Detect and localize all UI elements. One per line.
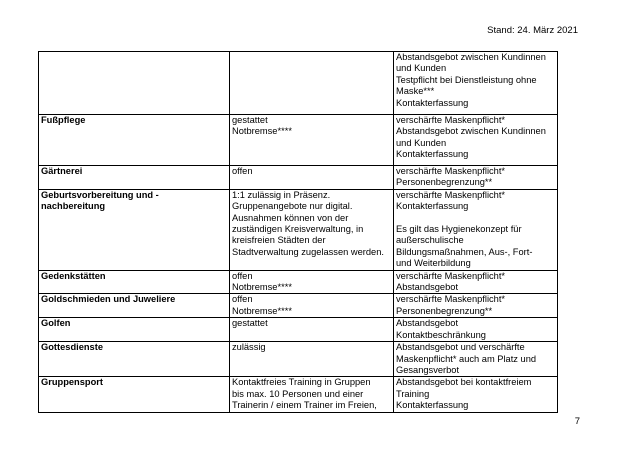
rules-cell: Abstandsgebot Kontaktbeschränkung (394, 318, 558, 342)
rules-cell: verschärfte Maskenpflicht* Abstandsgebot zwischen Kundinnen und Kunden Kontakterfassung (394, 115, 558, 166)
activity-cell: Fußpflege (39, 115, 230, 166)
document-date-stamp: Stand: 24. März 2021 (487, 25, 578, 36)
status-cell: zulässig (230, 342, 394, 377)
status-cell: offen Notbremse**** (230, 270, 394, 294)
activity-cell: Geburtsvorbereitung und - nachbereitung (39, 189, 230, 270)
table-row (39, 115, 558, 166)
activity-cell (39, 52, 230, 115)
table-row (39, 189, 558, 270)
activity-cell: Gottesdienste (39, 342, 230, 377)
rules-cell: Abstandsgebot bei kontaktfreiem Training Kontakterfassung (394, 377, 558, 412)
rules-cell: verschärfte Maskenpflicht* Personenbegrenzung** (394, 166, 558, 190)
status-cell: offen (230, 166, 394, 190)
table-row (39, 52, 558, 115)
rules-cell: verschärfte Maskenpflicht* Personenbegrenzung** (394, 294, 558, 318)
rules-cell: verschärfte Maskenpflicht* Kontakterfassung Es gilt das Hygienekonzept für außerschulische Bildungsmaßnahmen, Aus-, Fort- und Weiterbildung (394, 189, 558, 270)
status-cell: Kontaktfreies Training in Gruppen bis max. 10 Personen und einer Trainerin / einem Trainer im Freien, (230, 377, 394, 412)
table-row (39, 166, 558, 190)
rules-cell: Abstandsgebot zwischen Kundinnen und Kunden Testpflicht bei Dienstleistung ohne Maske*** Kontakterfassung (394, 52, 558, 115)
activity-cell: Gruppensport (39, 377, 230, 412)
table-row (39, 318, 558, 342)
status-cell (230, 52, 394, 115)
activity-cell: Gedenkstätten (39, 270, 230, 294)
rules-cell: verschärfte Maskenpflicht* Abstandsgebot (394, 270, 558, 294)
status-cell: offen Notbremse**** (230, 294, 394, 318)
rules-cell: Abstandsgebot und verschärfte Maskenpflicht* auch am Platz und Gesangsverbot (394, 342, 558, 377)
status-cell: gestattet Notbremse**** (230, 115, 394, 166)
activity-cell: Goldschmieden und Juweliere (39, 294, 230, 318)
status-cell: 1:1 zulässig in Präsenz. Gruppenangebote nur digital. Ausnahmen können von der zuständigen Kreisverwaltung, in kreisfreien Städten der Stadtverwaltung zugelassen werden. (230, 189, 394, 270)
regulations-table (38, 51, 558, 413)
table-row (39, 342, 558, 377)
table-row (39, 294, 558, 318)
page-number: 7 (574, 416, 580, 427)
table-row (39, 377, 558, 412)
status-cell: gestattet (230, 318, 394, 342)
table-row (39, 270, 558, 294)
activity-cell: Golfen (39, 318, 230, 342)
activity-cell: Gärtnerei (39, 166, 230, 190)
